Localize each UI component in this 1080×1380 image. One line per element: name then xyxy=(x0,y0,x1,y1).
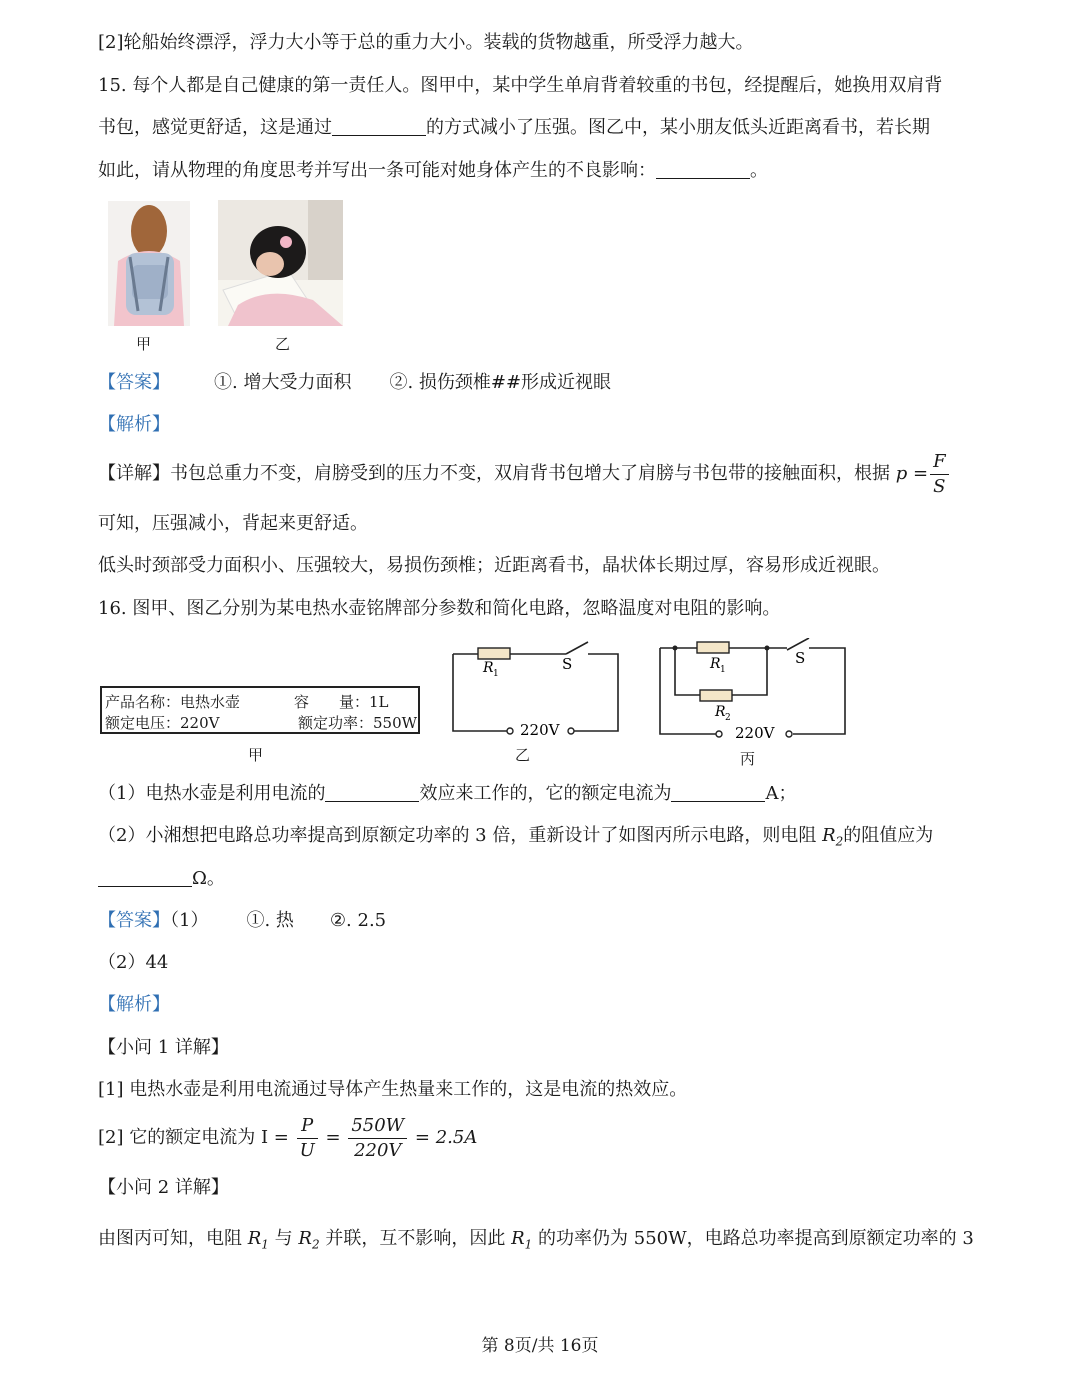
sub-question-1-label: 【小问 1 详解】 xyxy=(98,1037,229,1058)
label-R-sub: 1 xyxy=(493,669,499,679)
answer-15-2: ②. 损伤颈椎##形成近视眼 xyxy=(389,372,612,393)
answer-16-1: ①. 热 xyxy=(246,910,294,931)
caption-jia: 甲 xyxy=(136,335,152,353)
sub-question-2-label: 【小问 2 详解】 xyxy=(98,1177,229,1198)
text: 的方式减小了压强。图乙中，某小朋友低头近距离看书，若长期 xyxy=(426,117,930,138)
pressure-formula: p = xyxy=(895,463,929,484)
caption-jia-2: 甲 xyxy=(248,746,264,764)
analysis-label: 【解析】 xyxy=(98,994,170,1015)
text: 与 xyxy=(274,1228,293,1249)
page-footer: 第 8页/共 16页 xyxy=(481,1336,599,1356)
question-16-part-2-cont xyxy=(98,867,225,891)
numerator: F xyxy=(930,450,949,475)
answer-16 xyxy=(98,909,386,933)
text: （2）小湘想把电路总功率提高到原额定功率的 3 倍，重新设计了如图丙所示电路，则电阻 xyxy=(98,825,817,846)
resistor-R1 xyxy=(478,648,510,659)
fraction-F-over-S xyxy=(930,450,949,499)
question-15-line-3 xyxy=(98,159,768,183)
text: 。 xyxy=(750,160,768,181)
detail-16-last xyxy=(98,1227,974,1257)
answer-blank xyxy=(98,868,192,887)
label-S: S xyxy=(562,655,573,673)
caption-bing: 丙 xyxy=(740,750,756,768)
nameplate xyxy=(100,686,420,734)
caption-yi: 乙 xyxy=(275,335,291,353)
answer-blank xyxy=(671,783,765,802)
label-R: R xyxy=(483,660,494,676)
text: 的阻值应为 xyxy=(843,825,934,846)
label-R1-sub: 1 xyxy=(720,665,726,675)
resistor-R1 xyxy=(697,642,729,653)
detail-15-line-3: 低头时颈部受力面积小、压强较大，易损伤颈椎；近距离看书，晶状体长期过厚，容易形成近视眼。 xyxy=(98,555,890,576)
denominator: U xyxy=(299,1139,315,1161)
text: 的功率仍为 550W，电路总功率提高到原额定功率的 3 xyxy=(538,1228,974,1249)
detail-label: 【详解】 xyxy=(98,463,170,484)
photo-backpack-girl xyxy=(108,201,190,326)
nameplate-capacity: 容 量：1L xyxy=(294,693,389,711)
R2-symbol: $R_2$ xyxy=(822,825,844,849)
answer-label: 【答案】 xyxy=(98,910,170,931)
caption-yi-2: 乙 xyxy=(515,746,531,764)
numerator: P xyxy=(297,1114,318,1139)
detail-16-1: [1] 电热水壶是利用电流通过导体产生热量来工作的，这是电流的热效应。 xyxy=(98,1079,688,1100)
detail-15-line-2: 可知，压强减小，背起来更舒适。 xyxy=(98,513,368,534)
nameplate-product: 产品名称：电热水壶 xyxy=(105,693,241,711)
junction-right xyxy=(765,646,770,651)
denominator: S xyxy=(933,475,946,497)
answer-blank xyxy=(656,160,750,179)
text: 书包总重力不变，肩膀受到的压力不变，双肩背书包增大了肩膀与书包带的接触面积，根据 xyxy=(170,463,890,484)
fraction-P-over-U xyxy=(297,1114,318,1163)
text: （1） xyxy=(170,910,209,931)
answer-blank xyxy=(325,783,419,802)
answer-blank xyxy=(332,117,426,136)
text: 由图丙可知，电阻 xyxy=(98,1228,242,1249)
terminal-left xyxy=(716,731,722,737)
question-16: 16. 图甲、图乙分别为某电热水壶铭牌部分参数和简化电路，忽略温度对电阻的影响。 xyxy=(98,598,781,619)
label-R2: R xyxy=(715,704,726,720)
answer-16-2: ②. 2.5 xyxy=(329,910,387,931)
text: 如此，请从物理的角度思考并写出一条可能对她身体产生的不良影响： xyxy=(98,160,656,181)
R1-symbol: $R_1$ xyxy=(247,1228,269,1252)
equals: = xyxy=(325,1127,341,1148)
R2-symbol: $R_2$ xyxy=(298,1228,320,1252)
nameplate-voltage: 额定电压：220V xyxy=(105,714,220,732)
answer-15 xyxy=(98,371,611,395)
text: A； xyxy=(765,783,797,804)
terminal-left xyxy=(507,728,513,734)
detail-15-line-1 xyxy=(98,448,951,500)
text: 书包，感觉更舒适，这是通过 xyxy=(98,117,332,138)
terminal-right xyxy=(568,728,574,734)
answer-15-1: ①. 增大受力面积 xyxy=(214,372,352,393)
circuit-yi xyxy=(448,640,628,740)
circuit-bing xyxy=(655,638,850,743)
text: [2] 它的额定电流为 I = xyxy=(98,1127,289,1148)
nameplate-power: 额定功率：550W xyxy=(298,714,418,732)
numerator: 550W xyxy=(348,1114,407,1139)
R1-symbol: $R_1$ xyxy=(511,1228,533,1252)
line-1: [2]轮船始终漂浮，浮力大小等于总的重力大小。装载的货物越重，所受浮力越大。 xyxy=(98,32,754,53)
resistor-R2 xyxy=(700,690,732,701)
fraction-550W-over-220V xyxy=(348,1114,407,1163)
denominator: 220V xyxy=(354,1139,402,1161)
label-R2-sub: 2 xyxy=(725,713,731,723)
text: Ω。 xyxy=(192,868,225,889)
question-15-line-1: 15. 每个人都是自己健康的第一责任人。图甲中，某中学生单肩背着较重的书包，经提醒后，她换用双肩背 xyxy=(98,75,943,96)
text: （1）电热水壶是利用电流的 xyxy=(98,783,326,804)
label-S: S xyxy=(795,649,806,667)
answer-label: 【答案】 xyxy=(98,372,170,393)
text: 效应来工作的，它的额定电流为 xyxy=(419,783,672,804)
text: 并联，互不影响，因此 xyxy=(325,1228,506,1249)
label-R1: R xyxy=(710,656,721,672)
result: = 2.5A xyxy=(414,1127,478,1148)
terminal-right xyxy=(786,731,792,737)
question-16-part-2 xyxy=(98,824,933,854)
answer-16-part-2: （2）44 xyxy=(98,952,169,973)
label-voltage: 220V xyxy=(520,721,560,739)
photo-reading-child xyxy=(218,200,343,326)
label-voltage: 220V xyxy=(735,724,775,742)
junction-left xyxy=(673,646,678,651)
question-15-line-2 xyxy=(98,116,930,140)
question-16-part-1 xyxy=(98,782,796,806)
analysis-label: 【解析】 xyxy=(98,414,170,435)
detail-16-2 xyxy=(98,1112,477,1164)
